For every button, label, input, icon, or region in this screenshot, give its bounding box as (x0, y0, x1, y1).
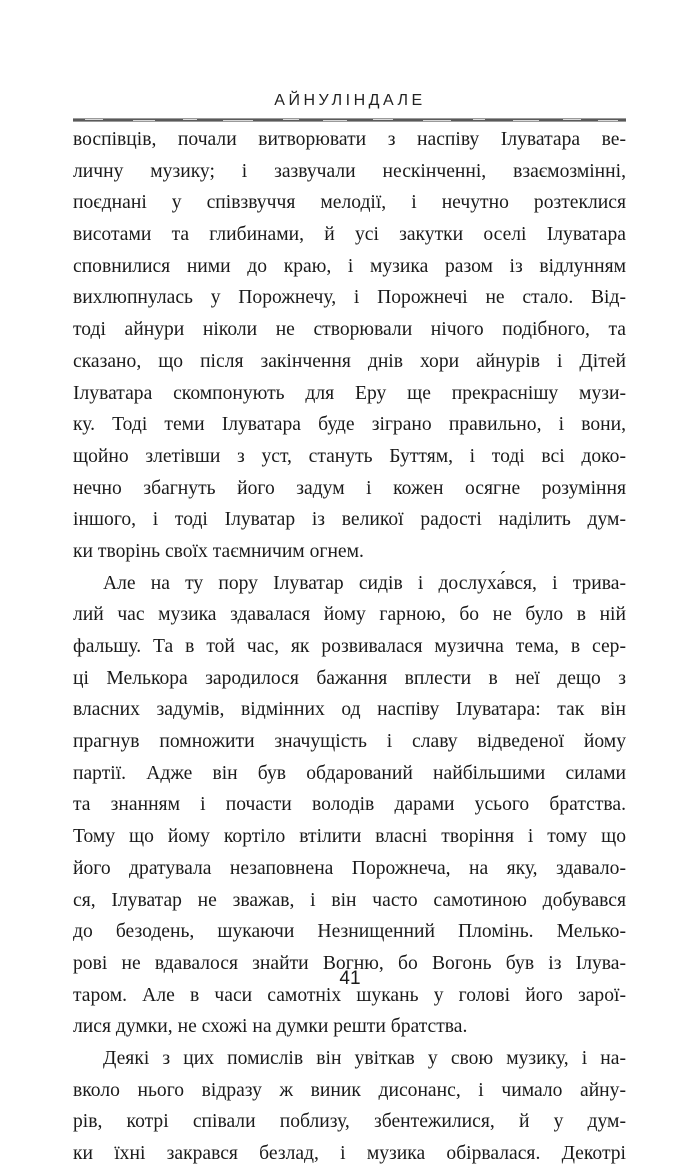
text-line: Тому що йому кортіло втілити власні творіння і тому що (73, 826, 626, 848)
text-line: власних задумів, відмінних од наспіву Ілуватара: так він (73, 699, 626, 721)
text-line: ки творінь своїх таємничим огнем. (73, 540, 364, 562)
body-text (73, 124, 626, 1170)
text-line: таром. Але в часи самотніх шукань у голові його зарої- (73, 984, 626, 1006)
text-line: іншого, і тоді Ілуватар із великої радості наділить дум- (73, 509, 626, 531)
text-line: сказано, що після закінчення днів хори айнурів і Дітей (73, 350, 626, 372)
text-line: до безодень, шукаючи Незнищенний Пломінь. Мелько- (73, 921, 626, 943)
running-head: АЙНУЛІНДАЛЕ (274, 92, 426, 109)
text-line: сповнилися ними до краю, і музика разом із відлунням (73, 255, 626, 277)
text-line: ку. Тоді теми Ілуватара буде зіграно правильно, і вони, (73, 414, 626, 436)
text-line: вихлюпнулась у Порожнечу, і Порожнечі не стало. Від- (73, 287, 626, 309)
text-line: Ілуватара скомпонують для Еру ще прекраснішу музи- (73, 382, 626, 404)
text-line: личну музику; і зазвучали нескінченні, взаємозмінні, (73, 160, 626, 182)
text-line: нечно збагнуть його задум і кожен осягне розуміння (73, 477, 626, 499)
text-line: Але на ту пору Ілуватар сидів і дослуха́вся, і трива- (103, 572, 626, 594)
text-line: рові не вдавалося знайти Вогню, бо Вогонь був із Ілува- (73, 952, 626, 974)
text-line: фальшу. Та в той час, як розвивалася музична тема, в сер- (73, 636, 626, 657)
text-line: його дратувала незаповнена Порожнеча, на яку, здавало- (73, 857, 626, 879)
text-line: ки їхні закрався безлад, і музика обірвалася. Декотрі (73, 1143, 626, 1164)
text-line: вколо нього відразу ж виник дисонанс, і чимало айну- (73, 1079, 626, 1101)
text-line: тоді айнури ніколи не створювали нічого подібного, та (73, 319, 626, 341)
text-line: висотами та глибинами, й усі закутки оселі Ілуватара (73, 224, 626, 246)
text-line: поєднані у співзвуччя мелодії, і нечутно розтеклися (73, 192, 626, 214)
text-line: воспівців, почали витворювати з наспіву Ілуватара ве- (73, 129, 626, 150)
page-number: 41 (339, 968, 361, 989)
text-line: Деякі з цих помислів він увіткав у свою музику, і на- (103, 1047, 626, 1069)
text-line: лий час музика здавалася йому гарною, бо не було в ній (73, 604, 626, 626)
text-line: та знанням і почасти володів дарами усього братства. (73, 794, 626, 816)
text-line: лися думки, не схожі на думки решти братства. (73, 1016, 468, 1038)
text-line: ці Мелькора зародилося бажання вплести в неї дещо з (73, 667, 626, 689)
text-line: рів, котрі співали поблизу, збентежилися, й у дум- (73, 1111, 626, 1133)
text-line: ся, Ілуватар не зважав, і він часто самотиною добувався (73, 889, 626, 911)
text-line: щойно злетівши з уст, стануть Буттям, і тоді всі доко- (73, 445, 626, 467)
text-line: партії. Адже він був обдарований найбільшими силами (73, 762, 626, 784)
ornamental-rule (73, 117, 626, 123)
text-line: прагнув помножити значущість і славу відведеної йому (73, 731, 626, 753)
